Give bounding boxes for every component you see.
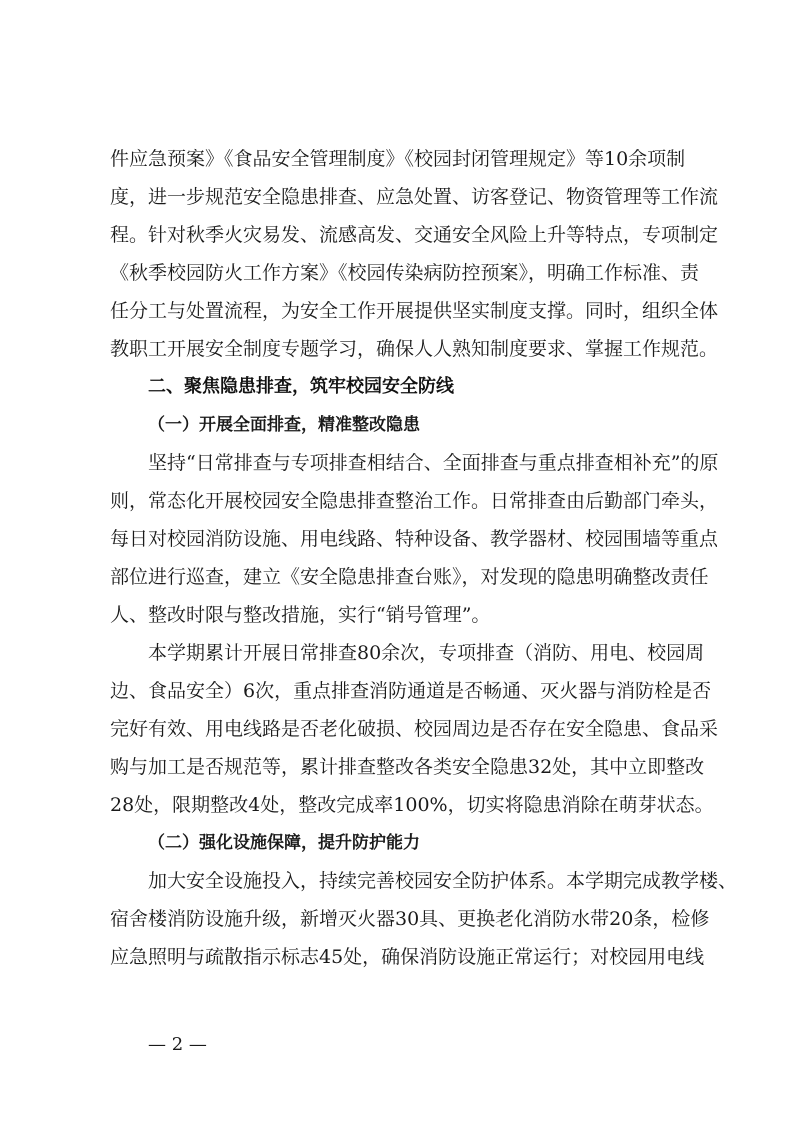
text-line: 应急照明与疏散指示标志45处，确保消防设施正常运行；对校园用电线 [110, 946, 705, 968]
section-heading: 二、聚焦隐患排查，筑牢校园安全防线 [148, 376, 454, 397]
text-line: 宿舍楼消防设施升级，新增灭火器30具、更换老化消防水带20条，检修 [110, 908, 710, 930]
text-line: 28处，限期整改4处，整改完成率100%，切实将隐患消除在萌芽状态。 [110, 794, 714, 816]
page-number: — 2 — [148, 1034, 207, 1055]
text-line: 加大安全设施投入，持续完善校园安全防护体系。本学期完成教学楼、 [148, 870, 738, 892]
text-line: 人、整改时限与整改措施，实行“销号管理”。 [110, 604, 491, 626]
subsection-heading: （一）开展全面排查，精准整改隐患 [148, 415, 420, 435]
text-line: 本学期累计开展日常排查80余次，专项排查（消防、用电、校园周 [148, 642, 705, 664]
text-line: 每日对校园消防设施、用电线路、特种设备、教学器材、校园围墙等重点 [110, 528, 719, 550]
text-line: 度，进一步规范安全隐患排查、应急处置、访客登记、物资管理等工作流 [110, 186, 719, 208]
text-line: 《秋季校园防火工作方案》《校园传染病防控预案》，明确工作标准、责 [110, 262, 700, 284]
text-line: 程。针对秋季火灾易发、流感高发、交通安全风险上升等特点，专项制定 [110, 224, 719, 246]
text-line: 边、食品安全）6次，重点排查消防通道是否畅通、灭火器与消防栓是否 [110, 680, 712, 702]
text-line: 任分工与处置流程，为安全工作开展提供坚实制度支撑。同时，组织全体 [110, 300, 719, 322]
text-line: 件应急预案》《食品安全管理制度》《校园封闭管理规定》等10余项制 [110, 148, 686, 170]
text-line: 坚持“日常排查与专项排查相结合、全面排查与重点排查相补充”的原 [148, 452, 719, 474]
text-line: 完好有效、用电线路是否老化破损、校园周边是否存在安全隐患、食品采 [110, 718, 719, 740]
text-line: 部位进行巡查，建立《安全隐患排查台账》，对发现的隐患明确整改责任 [110, 566, 709, 588]
text-line: 购与加工是否规范等，累计排查整改各类安全隐患32处，其中立即整改 [110, 756, 705, 778]
subsection-heading: （二）强化设施保障，提升防护能力 [148, 833, 420, 853]
text-line: 教职工开展安全制度专题学习，确保人人熟知制度要求、掌握工作规范。 [110, 338, 719, 360]
text-line: 则，常态化开展校园安全隐患排查整治工作。日常排查由后勤部门牵头， [110, 490, 719, 512]
